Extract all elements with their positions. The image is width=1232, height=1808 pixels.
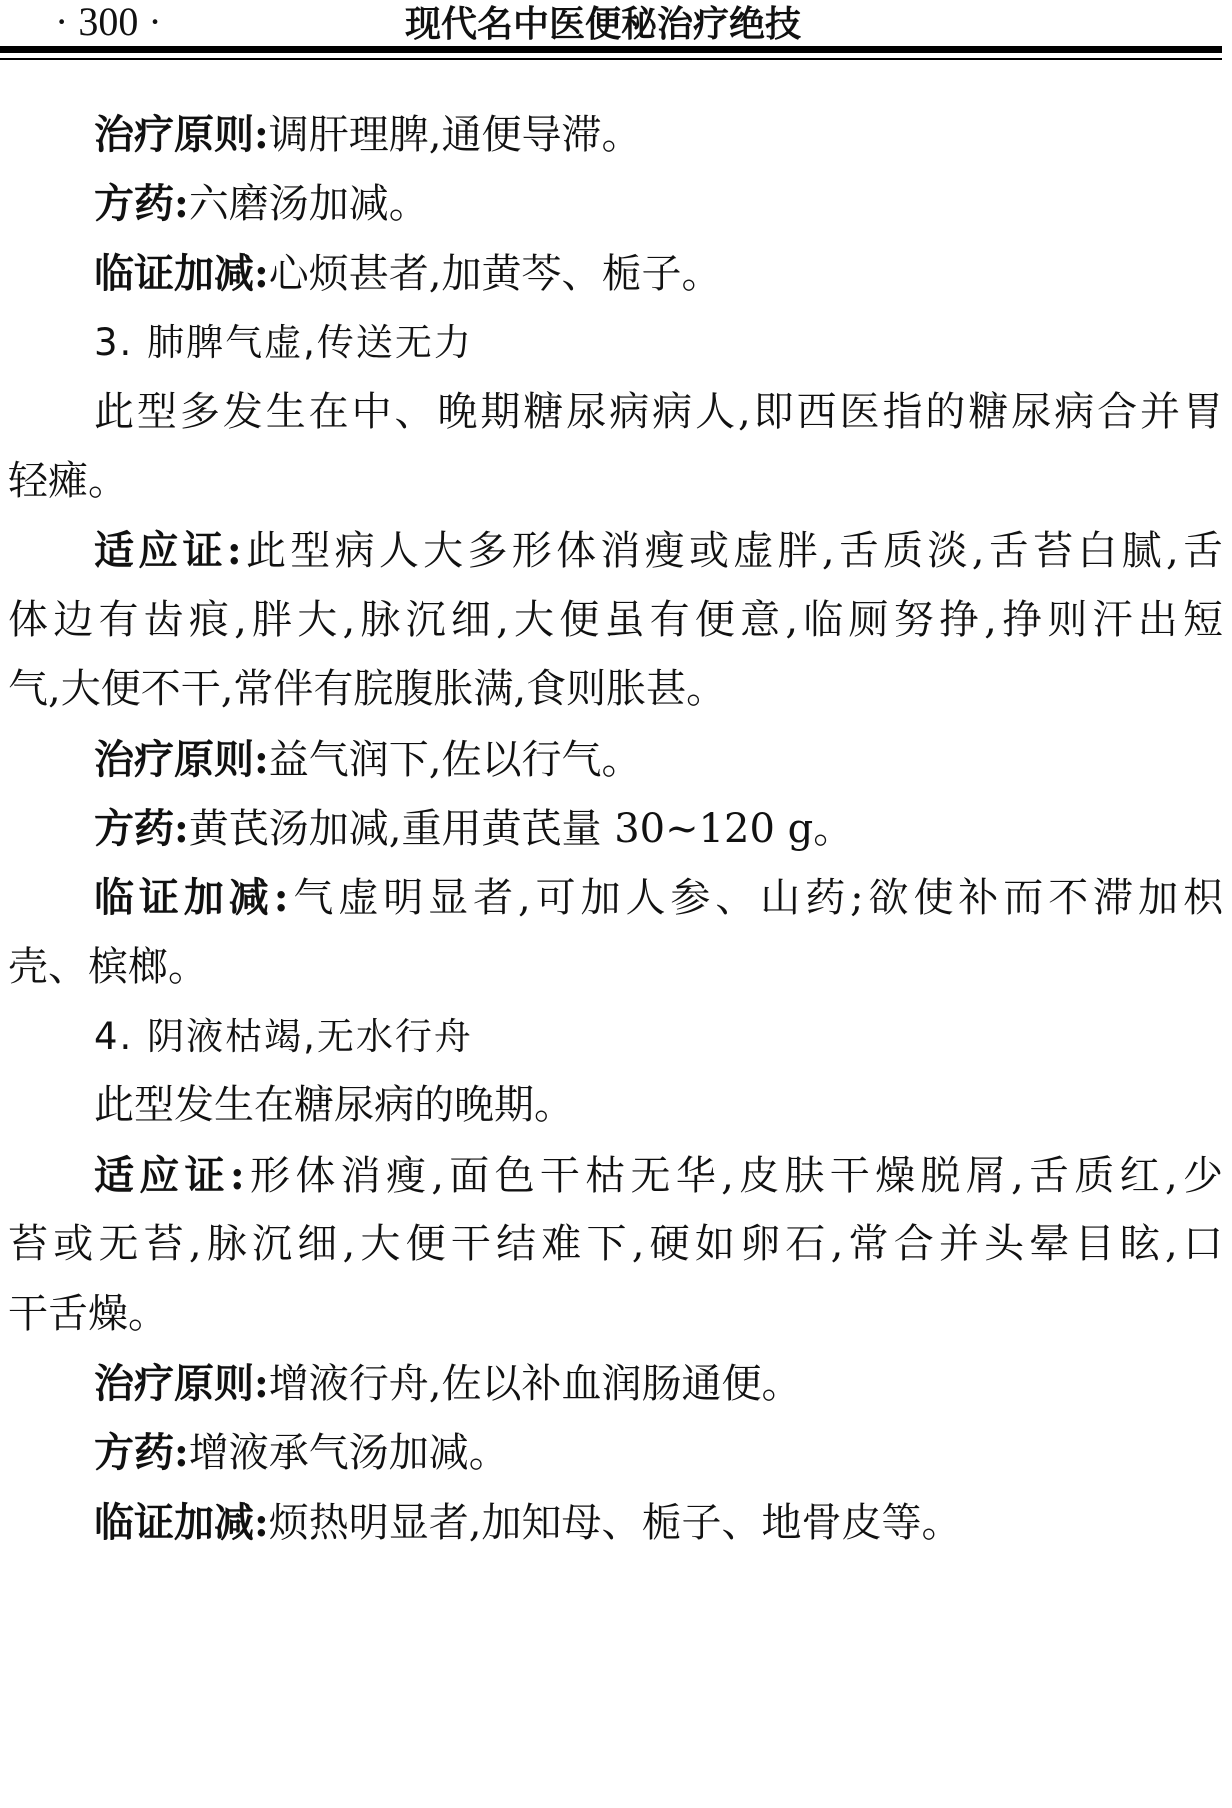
label-treatment-principle: 治疗原则: bbox=[94, 735, 269, 783]
paragraph-indication-4-line-1 bbox=[8, 1141, 1223, 1210]
paragraph-indication-3-line-1 bbox=[8, 516, 1223, 585]
text-modification-line-1: 气虚明显者,可加人参、山药;欲使补而不滞加枳 bbox=[288, 875, 1223, 922]
label-modification: 临证加减: bbox=[94, 1498, 269, 1546]
text-treatment-principle: 调肝理脾,通便导滞。 bbox=[268, 112, 642, 158]
page-header bbox=[0, 0, 1232, 64]
text-prescription: 黄芪汤加减,重用黄芪量 30~120 g。 bbox=[188, 805, 854, 852]
text-modification: 心烦甚者,加黄芩、栀子。 bbox=[268, 250, 722, 297]
text-indication-line-1: 此型病人大多形体消瘦或虚胖,舌质淡,舌苔白腻,舌 bbox=[241, 528, 1223, 575]
text-modification: 烦热明显者,加知母、栀子、地骨皮等。 bbox=[268, 1499, 962, 1546]
label-indication: 适应证: bbox=[94, 1151, 245, 1199]
section-heading-4: 4. 阴液枯竭,无水行舟 bbox=[94, 1015, 473, 1059]
paragraph-modification-2-line-1 bbox=[8, 863, 1223, 932]
paragraph-modification-2-line-2: 壳、槟榔。 bbox=[8, 943, 208, 990]
label-treatment-principle: 治疗原则: bbox=[94, 111, 269, 158]
label-prescription: 方药: bbox=[94, 804, 189, 852]
label-indication: 适应证: bbox=[94, 527, 242, 575]
label-treatment-principle: 治疗原则: bbox=[94, 1360, 269, 1408]
page-number: · 300 · bbox=[55, 0, 162, 44]
label-modification: 临证加减: bbox=[94, 249, 269, 297]
label-modification: 临证加减: bbox=[94, 874, 289, 922]
paragraph-intro-4: 此型发生在糖尿病的晚期。 bbox=[94, 1082, 574, 1129]
section-heading-3: 3. 肺脾气虚,传送无力 bbox=[94, 321, 473, 365]
text-treatment-principle: 增液行舟,佐以补血润肠通便。 bbox=[268, 1361, 802, 1408]
paragraph-indication-4-line-2: 苔或无苔,脉沉细,大便干结难下,硬如卵石,常合并头晕目眩,口 bbox=[8, 1221, 1223, 1268]
paragraph-indication-3-line-3: 气,大便不干,常伴有脘腹胀满,食则胀甚。 bbox=[8, 666, 727, 713]
text-indication-line-1: 形体消瘦,面色干枯无华,皮肤干燥脱屑,舌质红,少 bbox=[244, 1152, 1224, 1199]
paragraph-prescription-3 bbox=[8, 1418, 1223, 1487]
paragraph-modification-3 bbox=[8, 1488, 1223, 1557]
paragraph-treatment-principle-2 bbox=[8, 725, 1223, 794]
paragraph-treatment-principle-1 bbox=[8, 100, 1223, 169]
header-rule-thin bbox=[0, 58, 1222, 60]
paragraph-prescription-1 bbox=[8, 169, 1223, 238]
paragraph-indication-3-line-2: 体边有齿痕,胖大,脉沉细,大便虽有便意,临厕努挣,挣则汗出短 bbox=[8, 596, 1223, 643]
paragraph-modification-1 bbox=[8, 239, 1223, 308]
running-title: 现代名中医便秘治疗绝技 bbox=[405, 3, 802, 45]
paragraph-treatment-principle-3 bbox=[8, 1349, 1223, 1418]
header-rule-thick bbox=[0, 46, 1222, 53]
text-treatment-principle: 益气润下,佐以行气。 bbox=[268, 736, 642, 783]
page-body bbox=[8, 100, 1223, 1557]
paragraph-prescription-2 bbox=[8, 794, 1223, 863]
text-prescription: 六磨汤加减。 bbox=[188, 181, 429, 228]
paragraph-intro-3-line-1: 此型多发生在中、晚期糖尿病病人,即西医指的糖尿病合并胃 bbox=[94, 388, 1223, 435]
paragraph-indication-4-line-3: 干舌燥。 bbox=[8, 1290, 168, 1337]
label-prescription: 方药: bbox=[94, 1429, 189, 1477]
text-prescription: 增液承气汤加减。 bbox=[188, 1430, 509, 1477]
paragraph-intro-3-line-2: 轻瘫。 bbox=[8, 457, 128, 504]
label-prescription: 方药: bbox=[94, 180, 189, 228]
